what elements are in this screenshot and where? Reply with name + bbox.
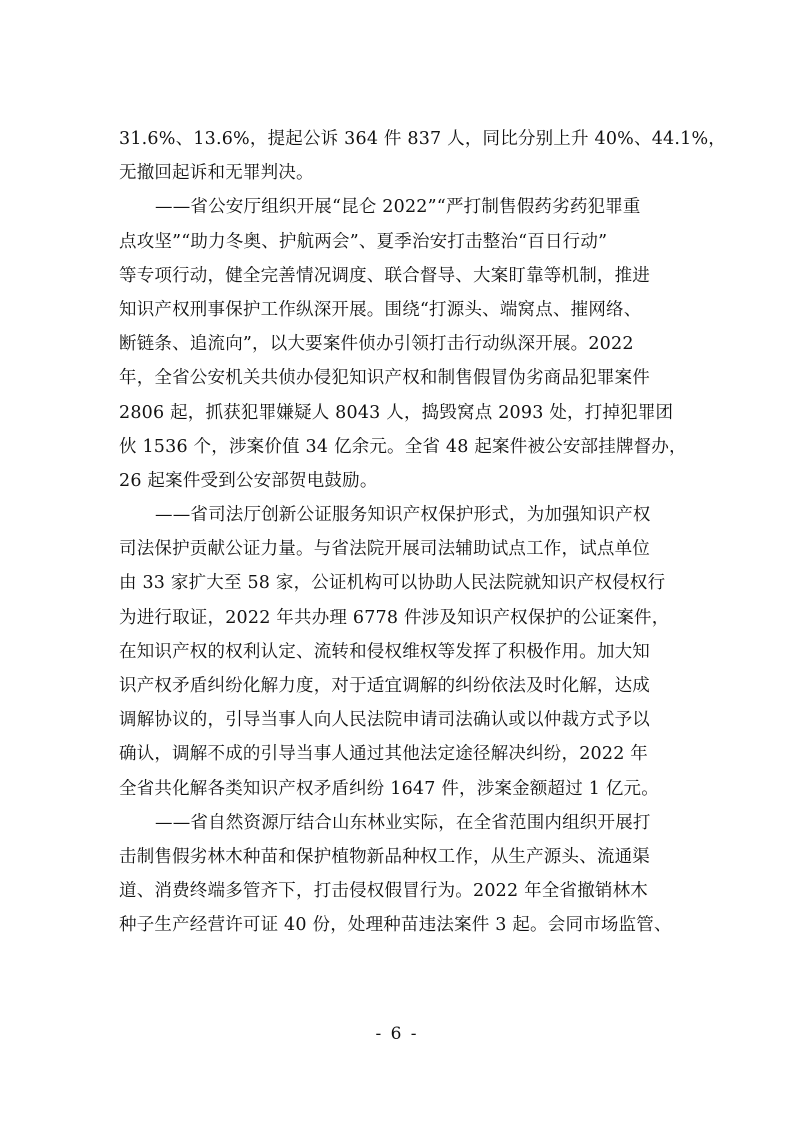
text-line: 调解协议的，引导当事人向人民法院申请司法确认或以仲裁方式予以 (119, 710, 650, 731)
text-line: 由 33 家扩大至 58 家，公证机构可以协助人民法院就知识产权侵权行 (119, 573, 666, 594)
text-line: 2806 起，抓获犯罪嫌疑人 8043 人，捣毁窝点 2093 处，打掉犯罪团 (119, 402, 674, 423)
text-line: 断链条、追流向”，以大要案件侦办引领打击行动纵深开展。2022 (119, 334, 634, 355)
text-line: 道、消费终端多管齐下，打击侵权假冒行为。2022 年全省撤销林木 (119, 881, 648, 902)
text-line: 等专项行动，健全完善情况调度、联合督导、大案盯靠等机制，推进 (119, 265, 650, 286)
text-line: 年，全省公安机关共侦办侵犯知识产权和制售假冒伪劣商品犯罪案件 (119, 368, 650, 389)
text-line: 点攻坚”“助力冬奥、护航两会”、夏季治安打击整治“百日行动” (119, 231, 608, 252)
text-line: 为进行取证，2022 年共办理 6778 件涉及知识产权保护的公证案件， (119, 607, 670, 628)
text-line: 在知识产权的权利认定、流转和侵权维权等发挥了积极作用。加大知 (119, 641, 650, 662)
page-number: - 6 - (375, 1024, 419, 1044)
text-line: 击制售假劣林木种苗和保护植物新品种权工作，从生产源头、流通渠 (119, 846, 650, 867)
text-line: 识产权矛盾纠纷化解力度，对于适宜调解的纠纷依法及时化解，达成 (119, 676, 650, 696)
text-line: 司法保护贡献公证力量。与省法院开展司法辅助试点工作，试点单位 (119, 539, 650, 560)
text-line: 知识产权刑事保护工作纵深开展。围绕“打源头、端窝点、摧网络、 (119, 299, 642, 320)
text-line: ——省自然资源厅结合山东林业实际，在全省范围内组织开展打 (155, 812, 651, 833)
text-line: ——省公安厅组织开展“昆仑 2022”“严打制售假药劣药犯罪重 (155, 197, 641, 218)
text-line: 种子生产经营许可证 40 份，处理种苗违法案件 3 起。会同市场监管、 (119, 915, 672, 936)
text-line: 31.6%、13.6%，提起公诉 364 件 837 人，同比分别上升 40%、44.1%， (119, 129, 726, 149)
text-line: ——省司法厅创新公证服务知识产权保护形式，为加强知识产权 (155, 505, 651, 526)
text-line: 伙 1536 个，涉案价值 34 亿余元。全省 48 起案件被公安部挂牌督办， (119, 436, 687, 457)
text-line: 无撤回起诉和无罪判决。 (119, 163, 314, 184)
text-line: 全省共化解各类知识产权矛盾纠纷 1647 件，涉案金额超过 1 亿元。 (119, 778, 659, 799)
body-text (119, 122, 726, 943)
text-line: 确认，调解不成的引导当事人通过其他法定途径解决纠纷，2022 年 (119, 744, 648, 765)
text-line: 26 起案件受到公安部贺电鼓励。 (119, 470, 378, 491)
